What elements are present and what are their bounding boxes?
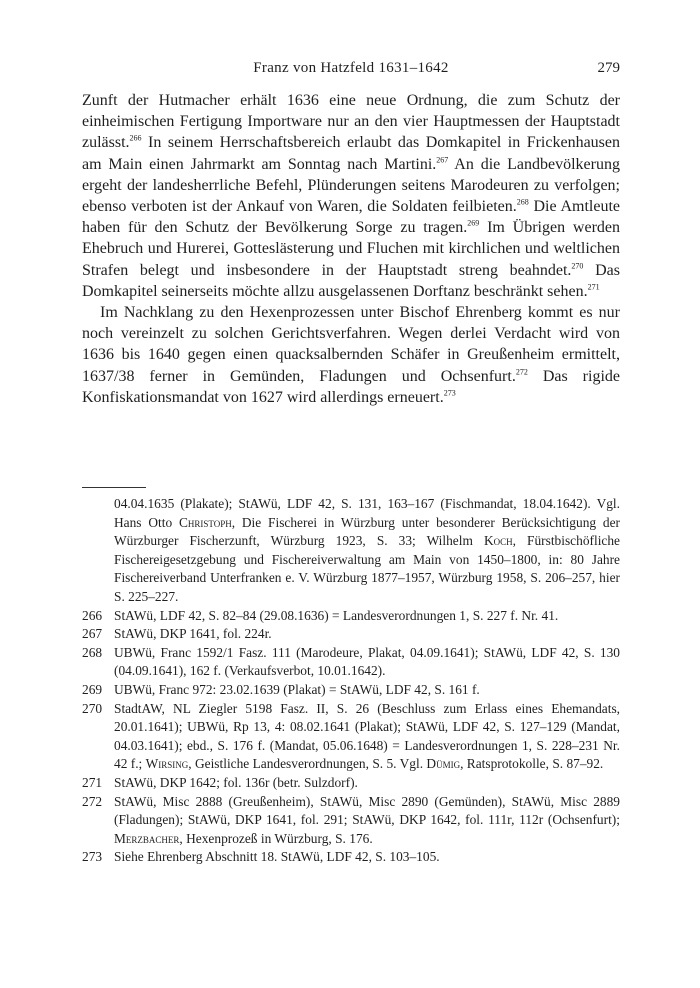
text-run: In seinem Herrschaftsbereich erlaubt das Domkapitel in Frickenhausen am Main einen Jahrmarkt am Sonntag nach Martini.: [82, 134, 620, 173]
text-run: Im Übrigen werden Ehebruch und Hurerei, Gotteslästerung und Fluchen mit kirchlichen und weltlichen Strafen belegt und insbesondere in der Hauptstadt streng beahndet.: [82, 219, 620, 279]
footnote-273: [82, 848, 620, 867]
footnote-ref-272[interactable]: 272: [515, 367, 528, 377]
footnote-text: [114, 700, 620, 774]
footnote-ref-273[interactable]: 273: [443, 388, 456, 398]
author-name: Christoph: [178, 514, 232, 530]
footnote-continuation: [82, 495, 620, 607]
text-run: Im Nachklang zu den Hexenprozessen unter Bischof Ehrenberg kommt es nur noch vereinzelt zu solchen Gerichtsverfahren. Wegen derlei Verdacht wird von 1636 bis 1640 gegen einen quacksalbernden Schäfer in Greußenheim ermittelt, 1637/38 ferner in Gemünden, Fladungen und Ochsenfurt.: [82, 304, 620, 385]
text-run: StadtAW, NL Ziegler 5198 Fasz. II, S. 26 (Beschluss zum Erlass eines Ehemandats, 20.01.1641); UBWü, Rp 13, 4: 08.02.1641 (Plakat); StAWü, LDF 42, S. 127–129 (Mandat, 04.03.1641); ebd., S. 176 f. (Mandat, 05.06.1648) = Landesverordnungen 1, S. 228–231 Nr. 42 f.;: [114, 700, 620, 772]
paragraph-2: [82, 302, 620, 408]
footnote-number: 266: [82, 607, 103, 623]
text-run: , Die Fischerei in Würzburg unter besonderer Berücksichtigung der Würzburger Fischerzunft, Würzburg 1923, S. 33; Wilhelm: [114, 514, 620, 549]
footnote-ref-266[interactable]: 266: [129, 134, 142, 144]
footnote-ref-268[interactable]: 268: [516, 197, 529, 207]
footnote-266: [82, 607, 620, 626]
footnote-number: 270: [82, 700, 103, 716]
page-header: [82, 60, 620, 82]
text-run: , Hexenprozeß in Würzburg, S. 176.: [179, 830, 373, 846]
text-run: Das Domkapitel seinerseits möchte allzu ausgelassenen Dorftanz beschränkt sehen.: [82, 261, 620, 300]
footnote-ref-267[interactable]: 267: [436, 155, 449, 165]
footnote-separator: [82, 487, 146, 488]
footnote-271: [82, 774, 620, 793]
text-run: , Fürstbischöfliche Fischereigesetzgebung und Fischereiverwaltung am Main von 1450–1800, in: 80 Jahre Fischereiverband Unterfranken e. V. Würzburg 1877–1957, Würzburg 1958, S. 206–257, hier S. 225–227.: [114, 533, 620, 604]
author-name: Dümig: [426, 756, 461, 772]
page-number: 279: [597, 60, 620, 76]
text-run: StAWü, Misc 2888 (Greußenheim), StAWü, Misc 2890 (Gemünden), StAWü, Misc 2889 (Fladungen); StAWü, DKP 1641, fol. 291; StAWü, DKP 1642, fol. 111r, 112r (Ochsenfurt);: [114, 793, 620, 828]
footnote-number: 272: [82, 793, 103, 809]
footnote-text: [114, 793, 620, 849]
footnote-ref-270[interactable]: 270: [571, 261, 584, 271]
footnote-number: 273: [82, 849, 103, 865]
footnote-text: StAWü, LDF 42, S. 82–84 (29.08.1636) = Landesverordnungen 1, S. 227 f. Nr. 41.: [114, 607, 559, 623]
author-name: Koch: [483, 533, 513, 549]
footnote-number: 267: [82, 626, 103, 642]
text-run: 04.04.1635 (Plakate); StAWü, LDF 42, S. 131, 163–167 (Fischmandat, 18.04.1642). Vgl. Hans Otto: [114, 496, 620, 530]
footnote-number: 269: [82, 681, 103, 697]
paragraph-1: [82, 90, 620, 302]
text-run: An die Landbevölkerung ergeht der landesherrliche Befehl, Plünderungen seitens Marodeuren zu verfolgen; ebenso verboten ist der Ankauf von Waren, die Soldaten feilbieten.: [82, 155, 620, 216]
footnote-number: 268: [82, 644, 103, 660]
text-run: , Ratsprotokolle, S. 87–92.: [460, 756, 604, 772]
footnote-268: [82, 644, 620, 681]
footnote-270: [82, 700, 620, 774]
body-text: [82, 90, 620, 408]
text-run: Das rigide Konfiskationsmandat von 1627 wird allerdings erneuert.: [82, 367, 620, 406]
footnote-text: UBWü, Franc 1592/1 Fasz. 111 (Marodeure, Plakat, 04.09.1641); StAWü, LDF 42, S. 130 (04.09.1641), 162 f. (Verkaufsverbot, 10.01.1642).: [114, 644, 620, 679]
footnotes: [82, 495, 620, 867]
footnote-ref-271[interactable]: 271: [587, 282, 600, 292]
footnote-text: StAWü, DKP 1642; fol. 136r (betr. Sulzdorf).: [114, 774, 358, 790]
author-name: Merzbacher: [114, 830, 180, 846]
text-run: , Geistliche Landesverordnungen, S. 5. Vgl.: [188, 756, 427, 772]
footnote-number: 271: [82, 774, 103, 790]
footnote-text: UBWü, Franc 972: 23.02.1639 (Plakat) = StAWü, LDF 42, S. 161 f.: [114, 681, 480, 697]
footnote-ref-269[interactable]: 269: [467, 218, 480, 228]
footnote-text: StAWü, DKP 1641, fol. 224r.: [114, 626, 272, 642]
text-run: Zunft der Hutmacher erhält 1636 eine neue Ordnung, die zum Schutz der einheimischen Fertigung Importware nur an den vier Hauptmessen der Hauptstadt zulässt.: [82, 92, 620, 152]
footnote-269: [82, 681, 620, 700]
running-title: Franz von Hatzfeld 1631–1642: [253, 60, 449, 76]
text-run: Die Amtleute haben für den Schutz der Bevölkerung Sorge zu tragen.: [82, 198, 620, 237]
author-name: Wirsing: [145, 756, 189, 772]
footnote-267: [82, 625, 620, 644]
footnote-text: Siehe Ehrenberg Abschnitt 18. StAWü, LDF 42, S. 103–105.: [114, 849, 440, 865]
footnote-272: [82, 793, 620, 849]
